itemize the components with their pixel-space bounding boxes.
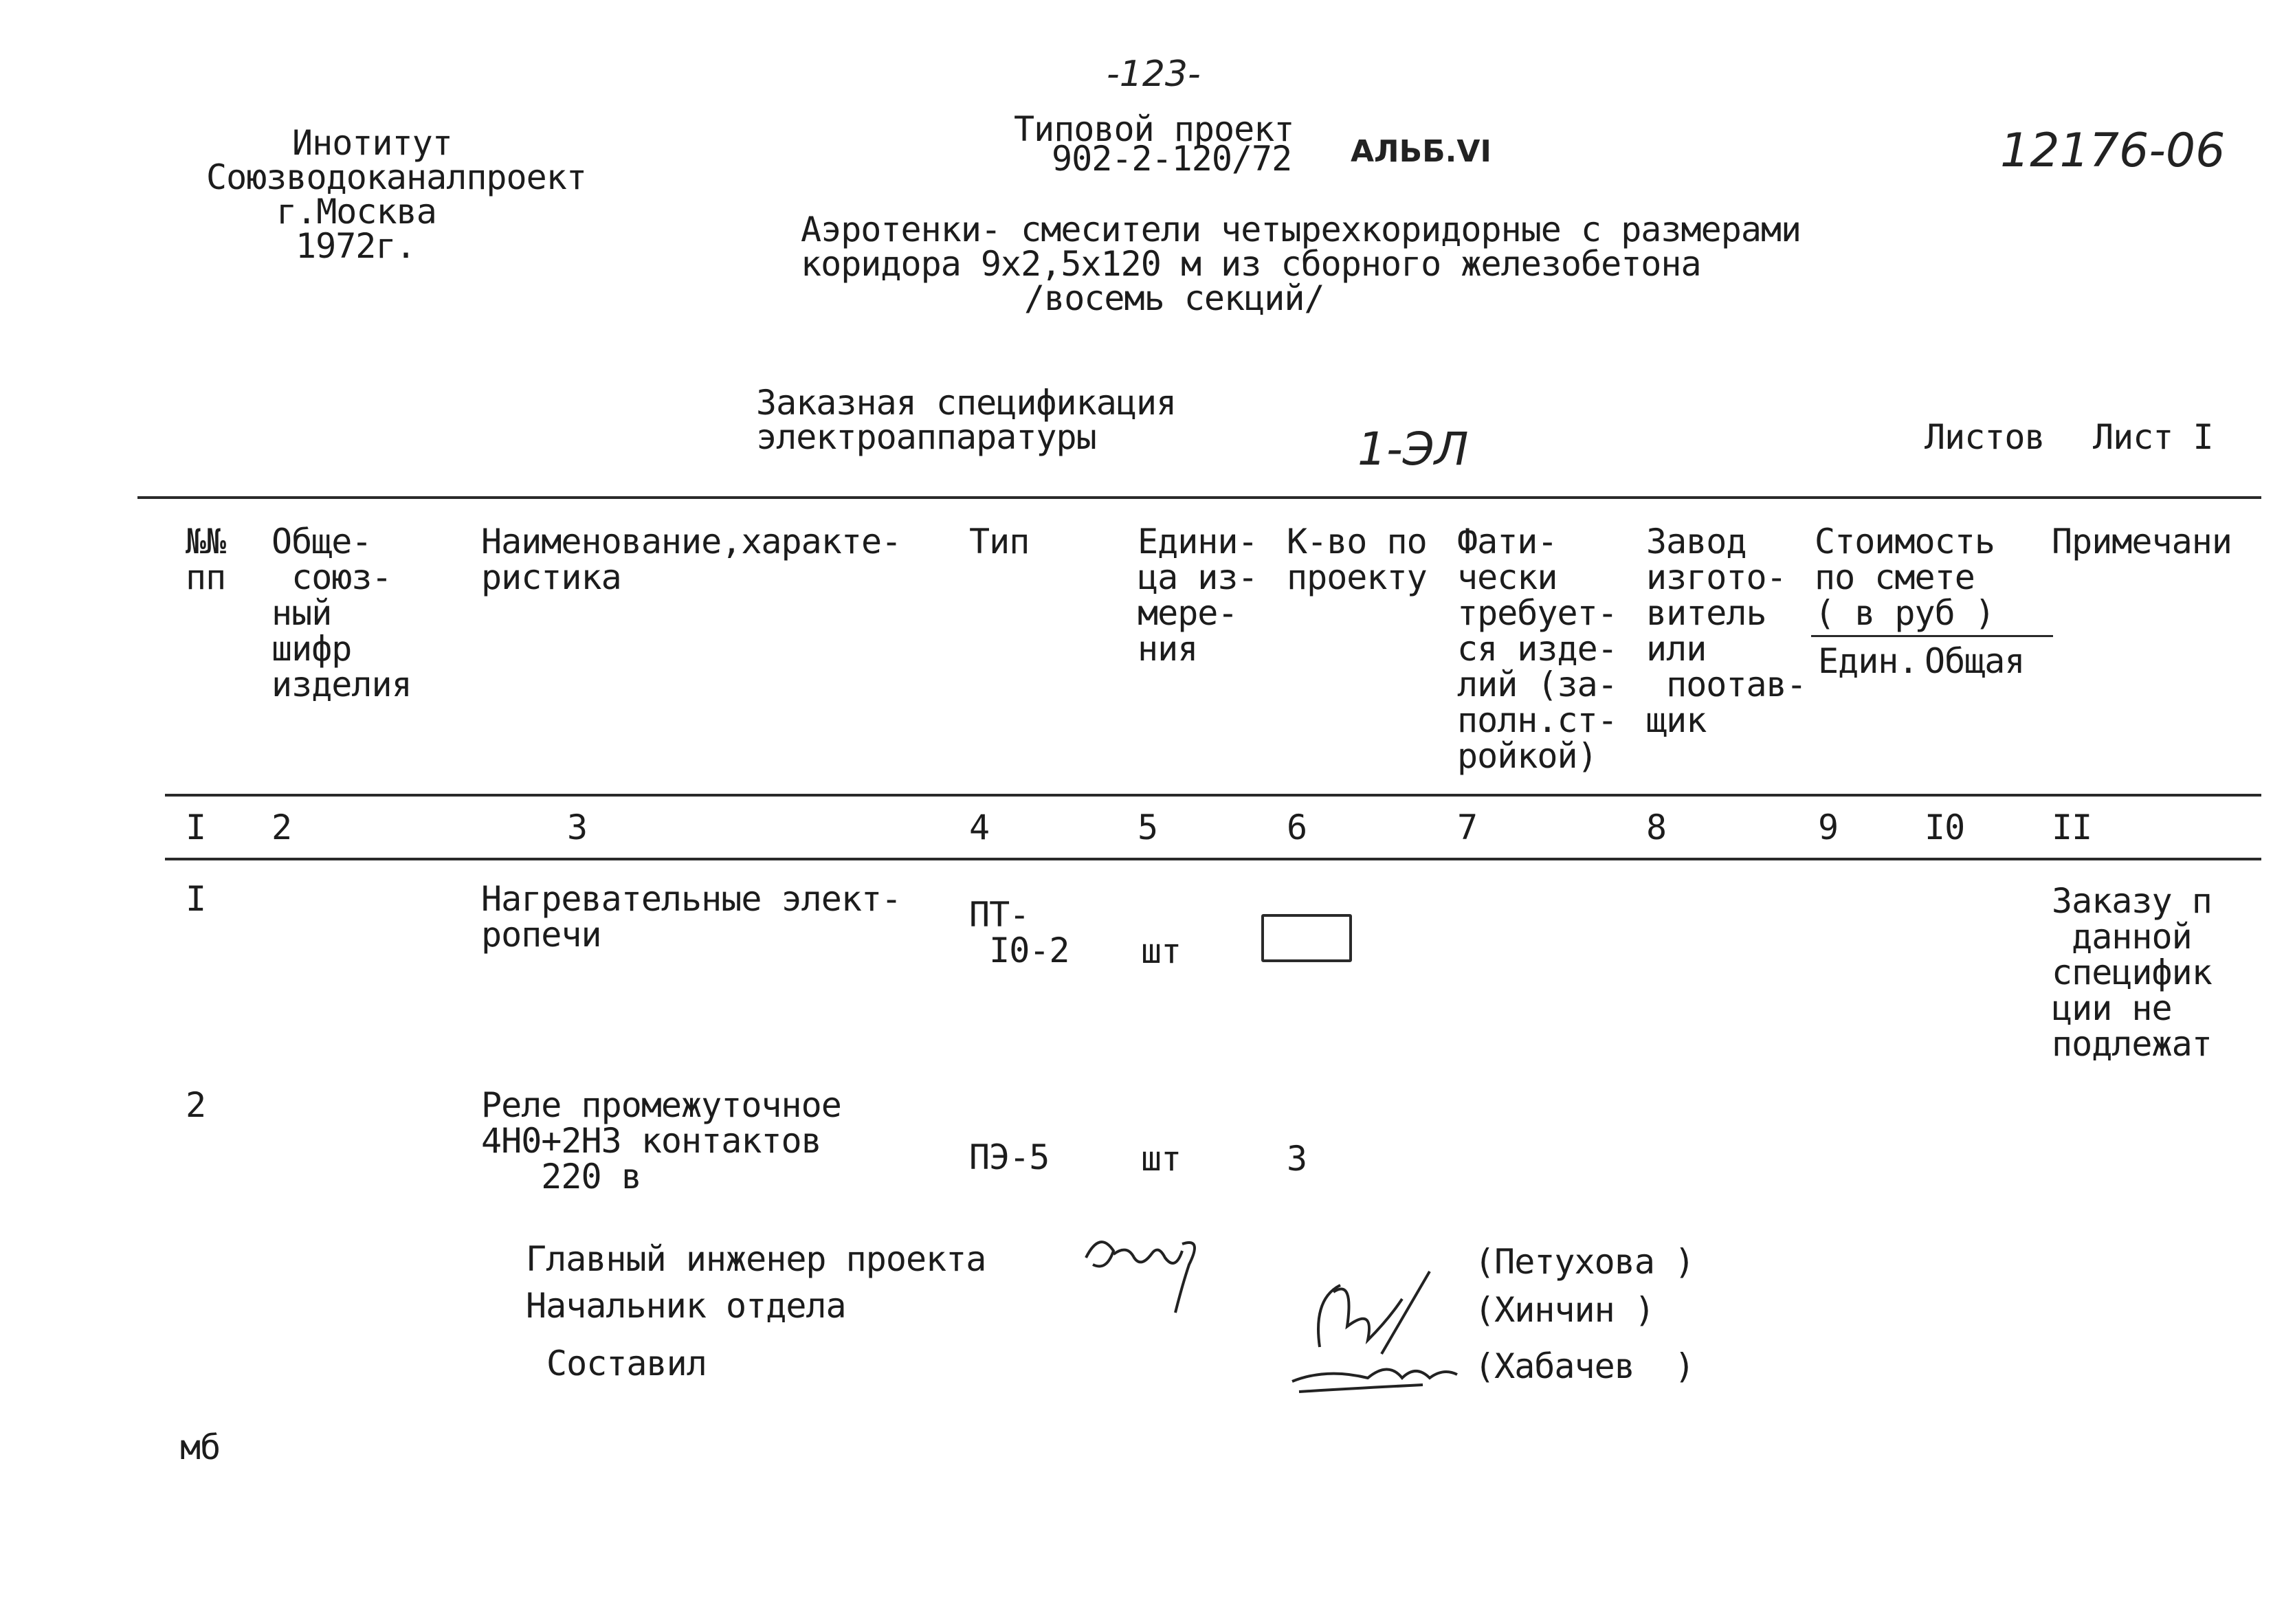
department-head-name: (Хинчин ): [1474, 1290, 1654, 1330]
header-manufacturer: Завод изгото- витель или поотав- щик: [1646, 522, 1806, 740]
institute-line1: Инотитут: [292, 123, 452, 163]
header-cost-unit: Един.: [1818, 641, 1918, 681]
row-unit: шт: [1141, 931, 1182, 971]
header-row-number: №№ пп: [186, 522, 226, 597]
sheets-label: Листов: [1925, 417, 2045, 457]
department-head-label: Начальник отдела: [526, 1286, 846, 1326]
row-unit: шт: [1141, 1139, 1182, 1179]
col-number-9: 9: [1818, 808, 1839, 847]
footer-mark: мб: [180, 1427, 221, 1467]
chief-engineer-name: (Петухова ): [1474, 1242, 1695, 1282]
row-type: ПТ- I0-2: [969, 895, 1069, 970]
header-actual-required: Фати- чески требует- ся изде- лий (за- полн.ст- ройкой): [1457, 522, 1617, 776]
description-line2: коридора 9х2,5х120 м из сборного железобетона: [801, 244, 1701, 284]
project-number: 902-2-120/72: [1052, 139, 1292, 179]
col-number-4: 4: [969, 808, 990, 847]
institute-line3: г.Москва: [276, 192, 436, 232]
album-stamp: АЛЬБ.VI: [1351, 134, 1492, 169]
row-name: Нагревательные элект- ропечи: [481, 879, 902, 955]
header-name: Наименование,характе- ристика: [481, 522, 902, 597]
description-line3: /восемь секций/: [1024, 278, 1324, 318]
compiler-label: Составил: [546, 1344, 707, 1383]
col-number-11: II: [2052, 808, 2092, 847]
row-note: Заказу п данной специфик ции не подлежат: [2052, 881, 2212, 1064]
row-number: I: [186, 879, 206, 919]
compiler-signature: [1285, 1340, 1478, 1402]
header-unit: Едини- ца из- мере- ния: [1138, 522, 1258, 669]
header-cost-total: Общая: [1925, 641, 2025, 681]
header-cost: Стоимость по смете ( в руб ): [1815, 522, 1995, 633]
header-union-code: Обще- союз- ный шифр изделия: [271, 522, 412, 704]
description-line1: Аэротенки- смесители четырехкоридорные с размерами: [801, 210, 1801, 249]
institute-line4: 1972г.: [296, 226, 416, 266]
cost-header-rule: [1811, 635, 2053, 637]
row-type: ПЭ-5: [969, 1137, 1050, 1177]
spec-title-line1: Заказная спецификация: [756, 383, 1177, 423]
compiler-name: (Хабачев ): [1474, 1346, 1695, 1386]
column-numbers-top-rule: [165, 794, 2261, 797]
spec-code: 1-ЭЛ: [1357, 423, 1469, 476]
chief-engineer-label: Главный инженер проекта: [526, 1239, 986, 1279]
col-number-5: 5: [1138, 808, 1158, 847]
col-number-10: I0: [1925, 808, 1965, 847]
table-top-rule: [137, 496, 2261, 499]
chief-engineer-signature: [1072, 1216, 1223, 1326]
col-number-6: 6: [1287, 808, 1307, 847]
col-number-3: 3: [567, 808, 588, 847]
document-code: 12176-06: [2000, 124, 2226, 178]
column-numbers-bottom-rule: [165, 858, 2261, 860]
quantity-empty-box: [1261, 914, 1352, 962]
page-number: -123-: [1107, 54, 1201, 95]
sheet-label: Лист I: [2093, 417, 2213, 457]
col-number-8: 8: [1646, 808, 1667, 847]
institute-line2: Союзводоканалпроект: [206, 157, 586, 197]
row-quantity: 3: [1287, 1139, 1307, 1179]
header-note: Примечани: [2052, 522, 2232, 561]
col-number-2: 2: [271, 808, 292, 847]
header-quantity: К-во по проекту: [1287, 522, 1427, 597]
spec-title-line2: электроаппаратуры: [756, 417, 1096, 457]
header-type: Тип: [969, 522, 1030, 561]
col-number-1: I: [186, 808, 206, 847]
row-name: Реле промежуточное 4Н0+2НЗ контактов 220 в: [481, 1085, 841, 1197]
col-number-7: 7: [1457, 808, 1478, 847]
row-number: 2: [186, 1085, 206, 1125]
project-title: Типовой проект: [1014, 109, 1294, 149]
